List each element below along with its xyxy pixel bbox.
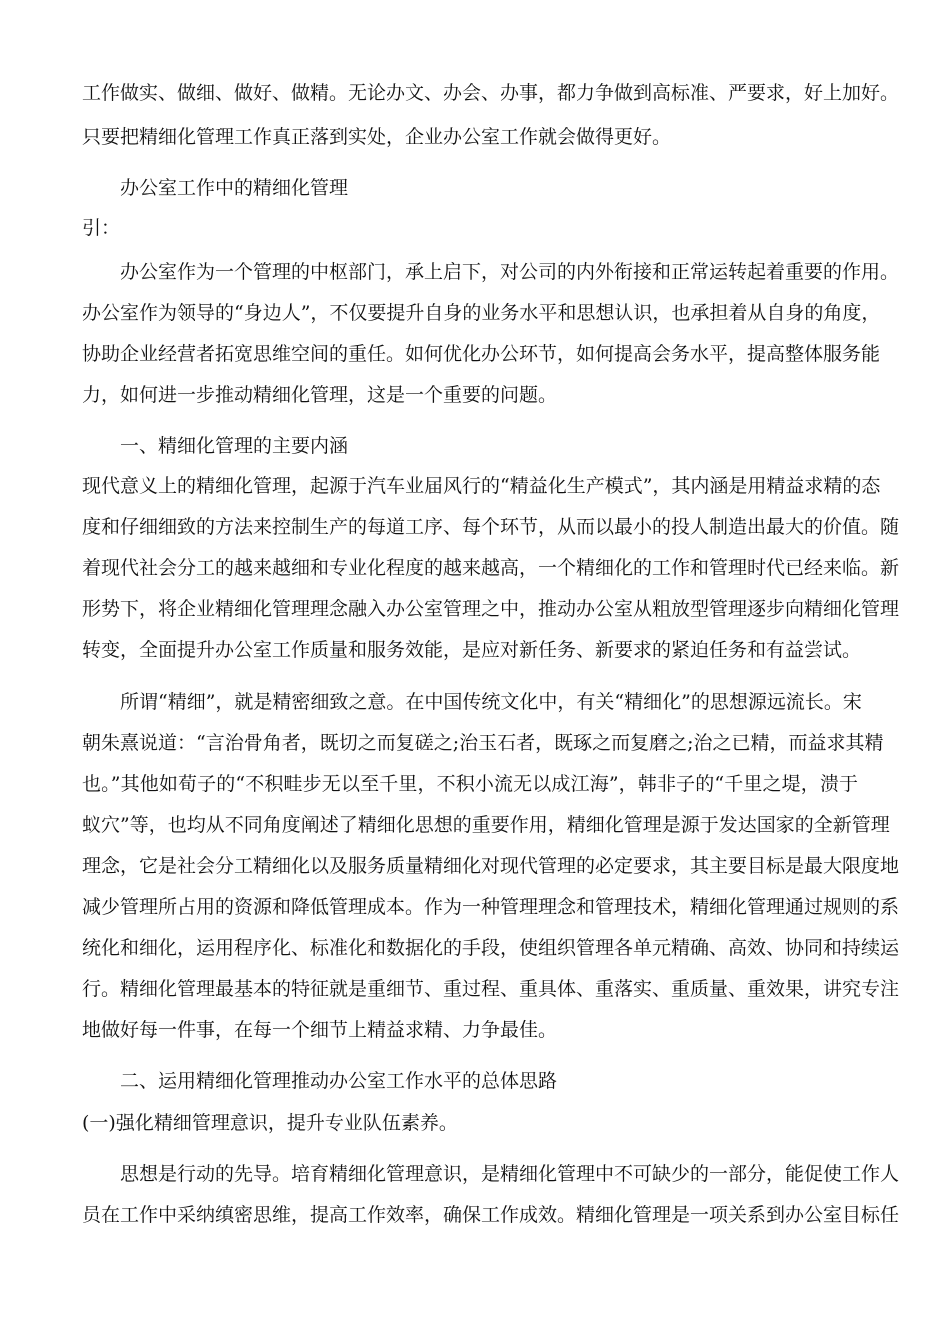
intro-label: 引： bbox=[82, 217, 121, 239]
text-line: 减少管理所占用的资源和降低管理成本。作为一种管理理念和管理技术，精细化管理通过规则的系 bbox=[82, 896, 900, 918]
text-line: 行。精细化管理最基本的特征就是重细节、重过程、重具体、重落实、重质量、重效果，讲究专注 bbox=[82, 978, 900, 1000]
text-line: 只要把精细化管理工作真正落到实处，企业办公室工作就会做得更好。 bbox=[82, 126, 672, 148]
text-line: 思想是行动的先导。培育精细化管理意识，是精细化管理中不可缺少的一部分，能促使工作人 bbox=[120, 1163, 900, 1185]
text-line: 所谓“精细”，就是精密细致之意。在中国传统文化中，有关“精细化”的思想源远流长。宋 bbox=[120, 691, 862, 713]
text-line: 形势下，将企业精细化管理理念融入办公室管理之中，推动办公室从粗放型管理逐步向精细化管理 bbox=[82, 598, 900, 620]
text-line: 统化和细化，运用程序化、标准化和数据化的手段，使组织管理各单元精确、高效、协同和持续运 bbox=[82, 937, 900, 959]
text-line: 朝朱熹说道：“言治骨角者，既切之而复磋之;治玉石者，既琢之而复磨之;治之已精，而益求其精 bbox=[82, 732, 884, 754]
text-line: 工作做实、做细、做好、做精。无论办文、办会、办事，都力争做到高标准、严要求，好上加好。 bbox=[82, 82, 900, 104]
heading-1: 一、精细化管理的主要内涵 bbox=[120, 435, 349, 457]
text-line: 地做好每一件事，在每一个细节上精益求精、力争最佳。 bbox=[82, 1019, 558, 1041]
text-line: 员在工作中采纳缜密思维，提高工作效率，确保工作成效。精细化管理是一项关系到办公室目标任 bbox=[82, 1204, 900, 1226]
text-line: 力，如何进一步推动精细化管理，这是一个重要的问题。 bbox=[82, 384, 558, 406]
text-line: 协助企业经营者拓宽思维空间的重任。如何优化办公环节，如何提高会务水平，提高整体服务能 bbox=[82, 343, 881, 365]
text-line: 着现代社会分工的越来越细和专业化程度的越来越高，一个精细化的工作和管理时代已经来临。新 bbox=[82, 557, 900, 579]
text-line: 也。”其他如荀子的“不积畦步无以至千里，不积小流无以成江海”，韩非子的“千里之堤，溃于 bbox=[82, 773, 858, 795]
section-title: 办公室工作中的精细化管理 bbox=[120, 177, 349, 199]
text-line: 度和仔细细致的方法来控制生产的每道工序、每个环节，从而以最小的投人制造出最大的价值。随 bbox=[82, 516, 900, 538]
text-line: 现代意义上的精细化管理，起源于汽车业届风行的“精益化生产模式”，其内涵是用精益求精的态 bbox=[82, 475, 881, 497]
text-line: 办公室作为领导的“身边人”，不仅要提升自身的业务水平和思想认识，也承担着从自身的角度， bbox=[82, 302, 881, 324]
subheading: (一)强化精细管理意识，提升专业队伍素养。 bbox=[82, 1112, 458, 1134]
text-line: 理念，它是社会分工精细化以及服务质量精细化对现代管理的必定要求，其主要目标是最大限度地 bbox=[82, 855, 900, 877]
text-line: 蚁穴”等，也均从不同角度阐述了精细化思想的重要作用，精细化管理是源于发达国家的全新管理 bbox=[82, 814, 890, 836]
text-line: 转变，全面提升办公室工作质量和服务效能，是应对新任务、新要求的紧迫任务和有益尝试。 bbox=[82, 639, 862, 661]
text-line: 办公室作为一个管理的中枢部门，承上启下，对公司的内外衔接和正常运转起着重要的作用。 bbox=[120, 261, 900, 283]
heading-2: 二、运用精细化管理推动办公室工作水平的总体思路 bbox=[120, 1070, 558, 1092]
